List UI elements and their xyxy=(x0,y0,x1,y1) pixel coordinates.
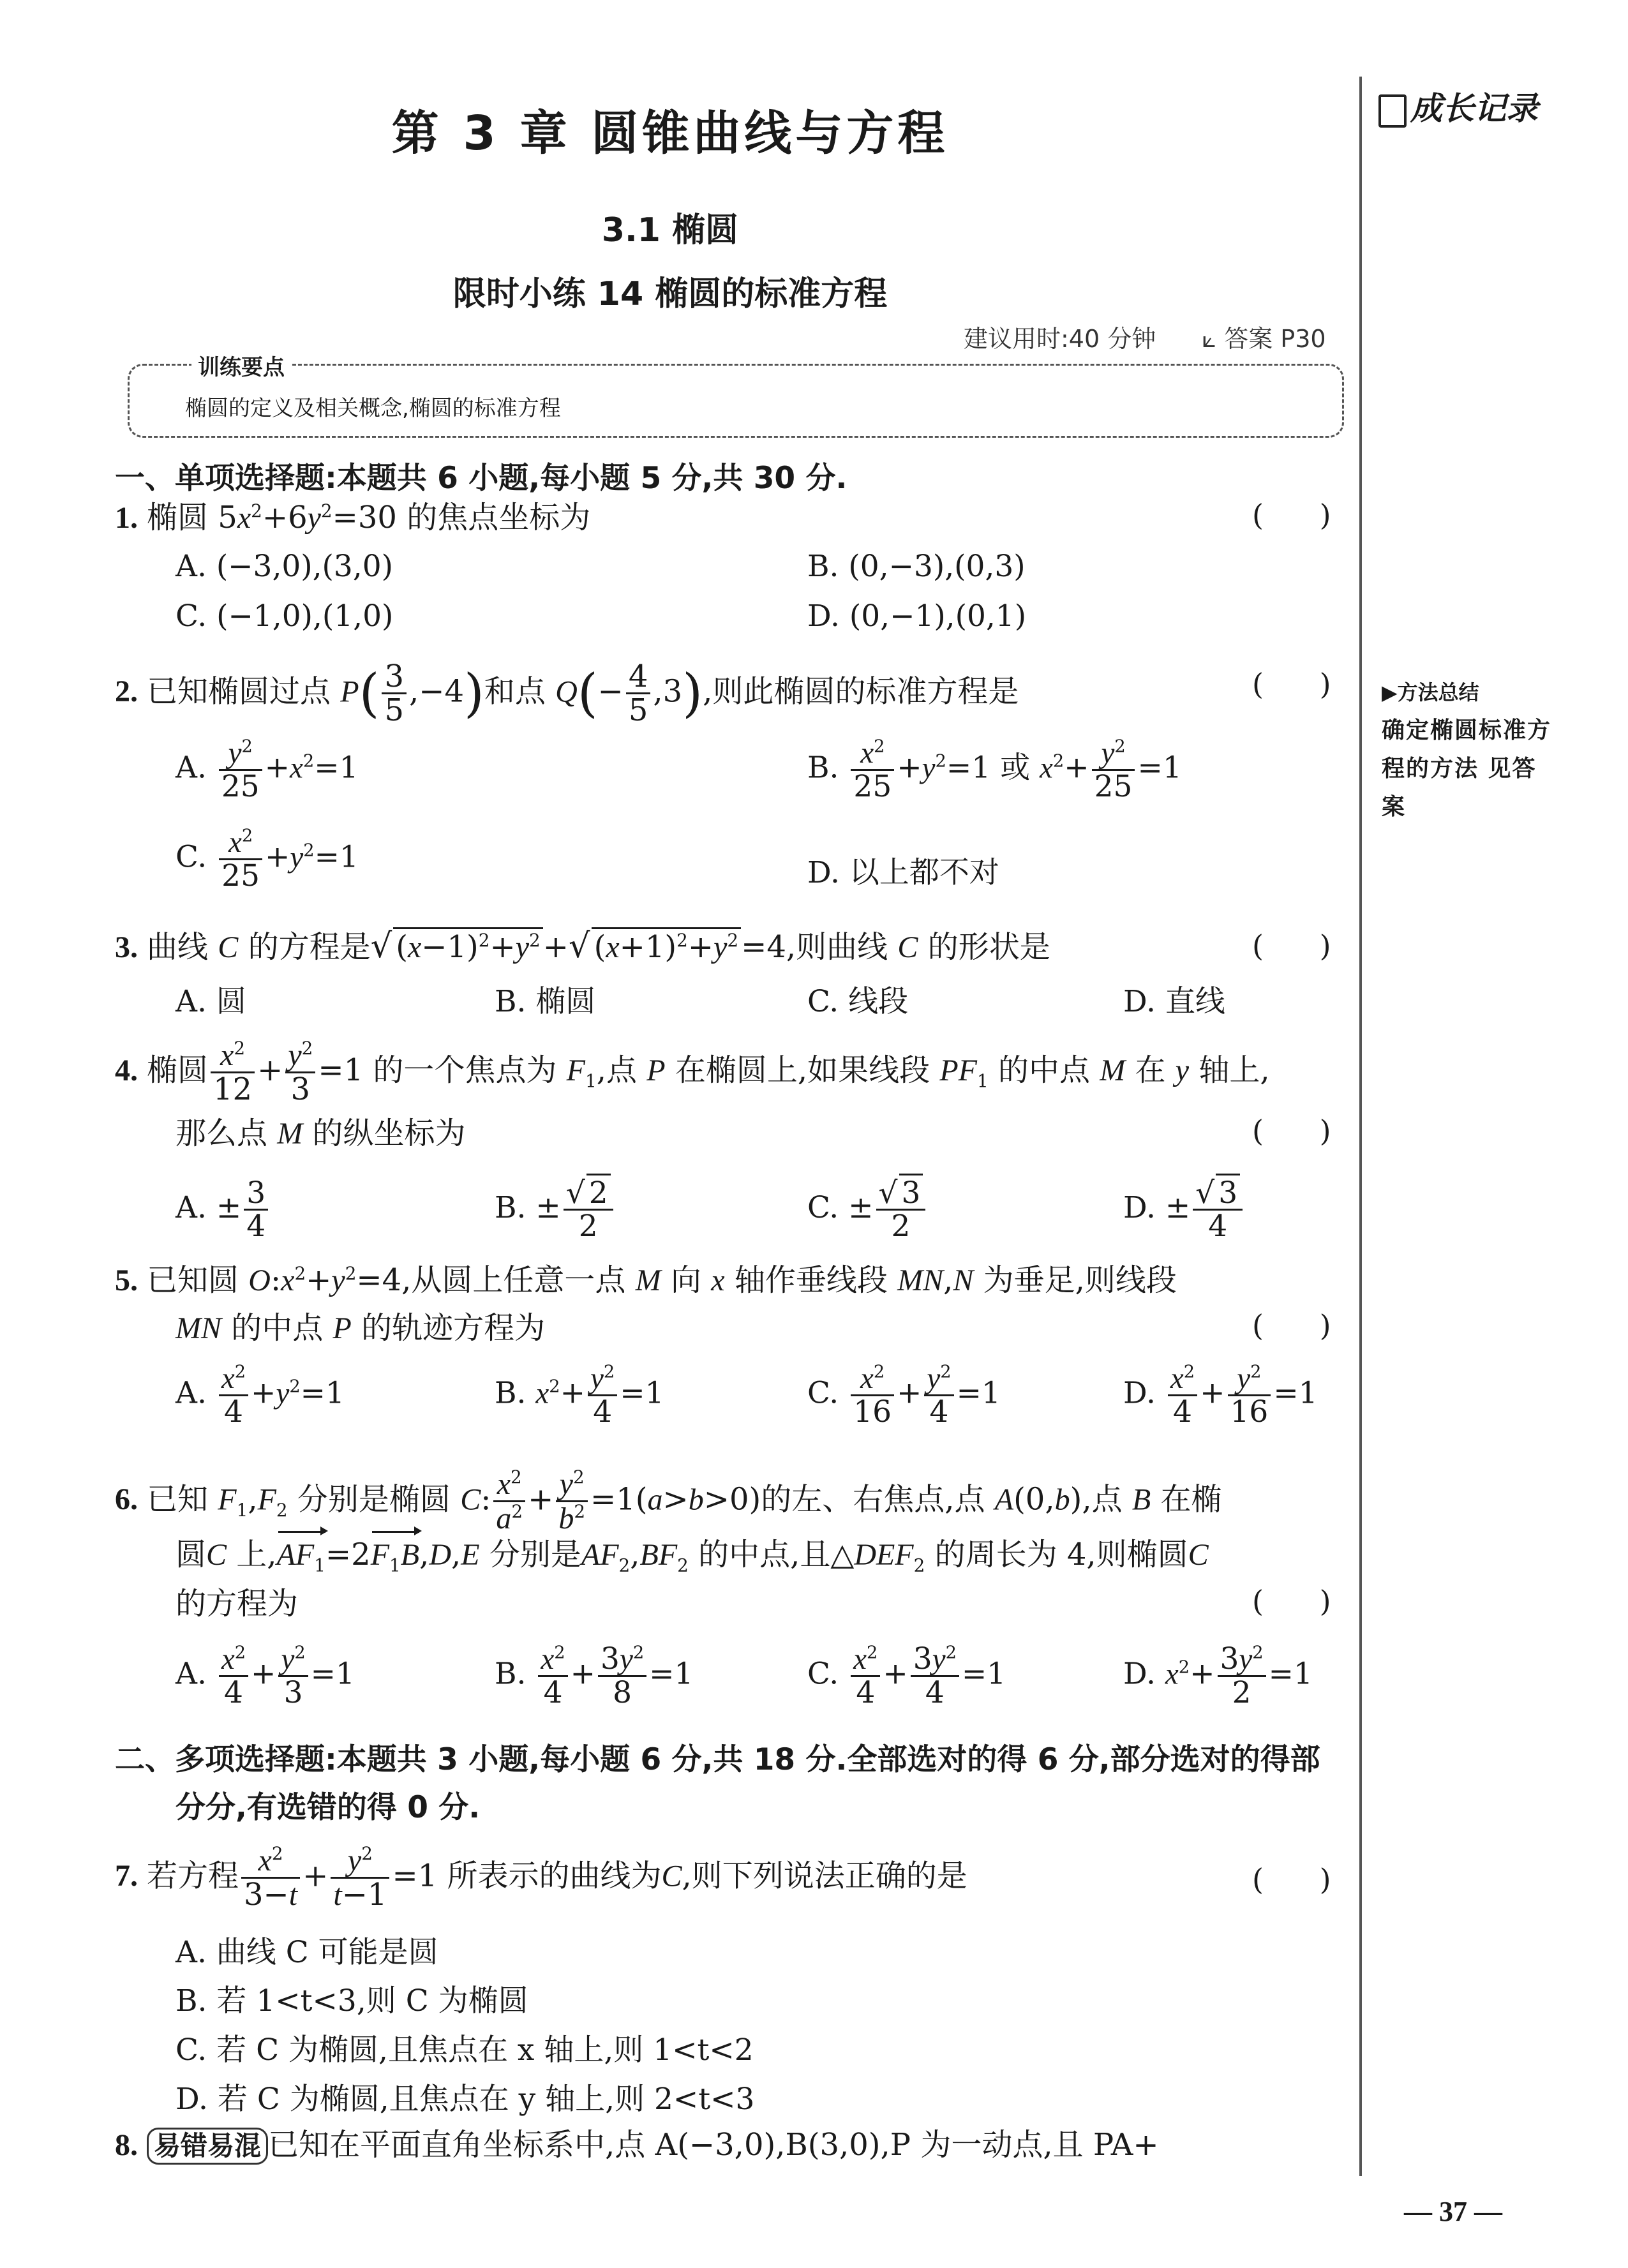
q7-stem-c: ,则下列说法正确的是 xyxy=(682,1858,967,1894)
q3-option-b[interactable]: B. 椭圆 xyxy=(495,984,596,1019)
q4-stem-f: 在 xyxy=(1135,1052,1166,1088)
q6-option-d[interactable]: D. $x^2+$ $\frac{3y^2}{2}$ =1 xyxy=(1123,1641,1313,1711)
answer-ref: 答案 P30 xyxy=(1224,325,1326,353)
error-prone-tag: 易错易混 xyxy=(147,2128,268,2165)
question-8 xyxy=(115,2125,1159,2165)
answer-bracket[interactable]: ( ) xyxy=(1252,929,1331,963)
answer-bracket[interactable]: ( ) xyxy=(1252,667,1331,701)
key-points-text: 椭圆的定义及相关概念,椭圆的标准方程 xyxy=(185,396,561,421)
q4-stem-b: 的一个焦点为 xyxy=(373,1052,557,1088)
q6-line2-b: 上, xyxy=(236,1537,277,1572)
method-summary-line2: 程的方法 见答 xyxy=(1382,756,1537,782)
method-summary-label xyxy=(1382,673,1551,712)
q2-option-b[interactable]: B. $\frac{x^2}{25}$ $+y^2=1$ 或 $x^2+$ $\frac{y^2}{25}$ =1 xyxy=(807,736,1182,805)
time-hint xyxy=(964,319,1326,354)
q5-stem-b: ,从圆上任意一点 xyxy=(401,1262,626,1298)
answer-bracket[interactable]: ( ) xyxy=(1252,1862,1331,1897)
q3-stem-c: ,则曲线 xyxy=(786,929,888,965)
q5-stem-d: 轴作垂线段 xyxy=(734,1262,888,1298)
section-title: 3.1 椭圆 xyxy=(601,211,739,250)
q4-option-a[interactable]: A. ± $\frac{3}{4}$ xyxy=(175,1177,271,1242)
section1-title: 一、单项选择题:本题共 6 小题,每小题 5 分,共 30 分. xyxy=(115,461,848,496)
time-hint-text: 建议用时:40 分钟 xyxy=(964,325,1156,353)
q7-stem: 若方程 xyxy=(147,1858,239,1894)
question-2: 2. 已知椭圆过点 P( $\frac{3}{5}$ ,−4)和点 Q(− $\frac{4}{5}$ ,3),则此椭圆的标准方程是 xyxy=(115,659,1019,729)
q6-line3: 的方程为 xyxy=(175,1586,299,1622)
q1-option-b[interactable]: B. (0,−3),(0,3) xyxy=(807,549,1026,584)
q6-option-b[interactable]: B. $\frac{x^2}{4}$ + $\frac{3y^2}{8}$ =1 xyxy=(495,1641,694,1711)
q4-stem-d: 在椭圆上,如果线段 xyxy=(675,1052,930,1088)
q4-option-c[interactable]: C. ± $\frac{√ 3}{2}$ xyxy=(807,1177,928,1242)
question-number: 1. xyxy=(115,501,138,535)
q2-option-a[interactable]: A. $\frac{y^2}{25}$ $+x^2=1$ xyxy=(175,736,359,805)
question-number: 3. xyxy=(115,930,138,964)
question-7: 7. 若方程 $\frac{x^2}{3-t}$ + $\frac{y^2}{t-1}$ =1 所表示的曲线为C,则下列说法正确的是 xyxy=(115,1843,967,1913)
q7-option-d[interactable]: D. 若 C 为椭圆,且焦点在 y 轴上,则 2<t<3 xyxy=(175,2082,755,2117)
q4-option-b[interactable]: B. ± $\frac{√ 2}{2}$ xyxy=(495,1177,616,1242)
q6-stem-d: ,点 xyxy=(1082,1481,1123,1518)
answer-ref-icon: ⟀ xyxy=(1202,325,1217,353)
q4-stem-e: 的中点 xyxy=(997,1052,1090,1088)
q6-stem-b: 分别是椭圆 xyxy=(297,1481,451,1518)
q3-stem-d: 的形状是 xyxy=(927,929,1050,965)
question-4-line2: 那么点 M 的纵坐标为 xyxy=(175,1115,466,1151)
q2-stem-mid: 和点 xyxy=(484,673,546,710)
q1-stem: 椭圆 5 xyxy=(147,500,237,535)
chapter-title: 第 3 章 圆锥曲线与方程 xyxy=(391,106,949,161)
badge-label: 成长记录 xyxy=(1410,90,1538,127)
q3-stem: 曲线 xyxy=(147,929,209,965)
key-points-title: 训练要点 xyxy=(191,350,291,381)
q7-option-a[interactable]: A. 曲线 C 可能是圆 xyxy=(175,1935,438,1970)
question-6-line2: 圆C 上$,AF_1=2F_1B,D,E$ 分别是$AF_2,BF_2$ 的中点,且$\triangle DEF_2$ 的周长为 4,则椭圆C xyxy=(175,1535,1209,1575)
growth-record-badge xyxy=(1378,83,1538,129)
q1-option-a[interactable]: A. (−3,0),(3,0) xyxy=(175,549,393,584)
method-summary-line3: 案 xyxy=(1382,794,1405,820)
page-number: — 37 — xyxy=(1404,2196,1502,2227)
q1-option-d[interactable]: D. (0,−1),(0,1) xyxy=(807,599,1027,634)
method-summary-line1: 确定椭圆标准方 xyxy=(1382,717,1552,743)
q6-line2-a: 圆 xyxy=(175,1537,207,1572)
q6-line2-e: 的周长为 4,则椭圆 xyxy=(934,1537,1188,1572)
q6-option-c[interactable]: C. $\frac{x^2}{4}$ + $\frac{3y^2}{4}$ =1 xyxy=(807,1641,1006,1711)
q6-line2-c: 分别是 xyxy=(489,1537,581,1572)
q4-line2-a: 那么点 xyxy=(175,1115,268,1151)
q4-stem: 椭圆 xyxy=(147,1052,209,1088)
section2-title: 二、多项选择题:本题共 3 小题,每小题 6 分,共 18 分.全部选对的得 6 分,部分选对的得部 xyxy=(115,1742,1320,1777)
q5-option-a[interactable]: A. $\frac{x^2}{4}$ $+y^2=1$ xyxy=(175,1362,345,1430)
question-number: 6. xyxy=(115,1482,138,1517)
question-3: 3. 曲线 C 的方程是√ $(x-1)^2+y^2+√$ $(x+1)^2+y^2=4$,则曲线 C 的形状是 xyxy=(115,927,1050,966)
q3-option-a[interactable]: A. 圆 xyxy=(175,984,246,1019)
answer-bracket[interactable]: ( ) xyxy=(1252,498,1331,532)
q7-stem-b: 所表示的曲线为 xyxy=(447,1858,662,1894)
q4-option-d[interactable]: D. ± $\frac{√ 3}{4}$ xyxy=(1123,1177,1245,1242)
q5-line2-a: 的中点 xyxy=(231,1310,324,1346)
method-summary-title: 方法总结 xyxy=(1397,680,1479,705)
q4-line2-b: 的纵坐标为 xyxy=(312,1115,466,1151)
q6-stem-e: 在椭 xyxy=(1160,1481,1222,1518)
q6-line2-d: 的中点,且△ xyxy=(698,1537,855,1572)
q4-stem-g: 轴上, xyxy=(1199,1052,1270,1088)
q2-option-c[interactable]: C. $\frac{x^2}{25}$ $+y^2=1$ xyxy=(175,826,359,894)
q5-option-d[interactable]: D. $\frac{x^2}{4}$ + $\frac{y^2}{16}$ =1 xyxy=(1123,1362,1318,1430)
section2-title-cont: 分分,有选错的得 0 分. xyxy=(175,1790,481,1825)
q5-stem-c: 向 xyxy=(670,1262,701,1298)
question-number: 8. xyxy=(115,2128,138,2162)
q3-option-c[interactable]: C. 线段 xyxy=(807,984,909,1019)
question-number: 5. xyxy=(115,1264,138,1297)
q2-stem: 已知椭圆过点 xyxy=(147,673,331,710)
question-4: 4. 椭圆 $\frac{x^2}{12}$ + $\frac{y^2}{3}$ =1 的一个焦点为 $F_1$,点 P 在椭圆上,如果线段 $PF_1$ 的中点 M 在 y 轴上, xyxy=(115,1038,1270,1108)
answer-bracket[interactable]: ( ) xyxy=(1252,1584,1331,1618)
q1-option-c[interactable]: C. (−1,0),(1,0) xyxy=(175,599,394,634)
q3-stem-b: 的方程是 xyxy=(248,929,371,965)
q5-stem: 已知圆 xyxy=(147,1262,239,1298)
q6-stem: 已知 xyxy=(147,1481,209,1518)
page-number-value: 37 xyxy=(1439,2196,1467,2227)
q5-option-b[interactable]: B. $x^2+$ $\frac{y^2}{4}$ =1 xyxy=(495,1362,664,1430)
method-summary xyxy=(1382,673,1551,826)
arrow-icon: ▶ xyxy=(1382,680,1398,705)
question-number: 2. xyxy=(115,675,138,709)
question-number: 7. xyxy=(115,1859,138,1893)
q2-stem-end: ,则此椭圆的标准方程是 xyxy=(703,673,1019,710)
q8-stem: 已知在平面直角坐标系中,点 A(−3,0),B(3,0),P 为一动点,且 PA+ xyxy=(268,2127,1159,2163)
question-6-line3 xyxy=(175,1584,298,1623)
q2-option-d[interactable]: D. 以上都不对 xyxy=(807,855,999,890)
lesson-title: 限时小练 14 椭圆的标准方程 xyxy=(452,275,888,313)
question-5: 5. 已知圆 $O:x^2+y^2=4$,从圆上任意一点 M 向 x 轴作垂线段 MN,N 为垂足,则线段 xyxy=(115,1262,1177,1298)
q5-stem-e: 为垂足,则线段 xyxy=(983,1262,1177,1298)
column-divider xyxy=(1359,77,1362,2176)
notebook-icon xyxy=(1378,94,1407,128)
q3-option-d[interactable]: D. 直线 xyxy=(1123,984,1225,1019)
q6-stem-c: 的左、右焦点,点 xyxy=(761,1481,985,1518)
q7-option-b[interactable]: B. 若 1<t<3,则 C 为椭圆 xyxy=(175,1983,528,2018)
question-1: 1. 椭圆 $5x^2+6y^2=30$ 的焦点坐标为 xyxy=(115,500,591,535)
q2-or: 或 xyxy=(1000,750,1031,786)
answer-bracket[interactable]: ( ) xyxy=(1252,1308,1331,1343)
q5-line2-b: 的轨迹方程为 xyxy=(361,1310,546,1346)
q1-stem-end: 的焦点坐标为 xyxy=(407,500,591,535)
answer-bracket[interactable]: ( ) xyxy=(1252,1114,1331,1148)
q7-option-c[interactable]: C. 若 C 为椭圆,且焦点在 x 轴上,则 1<t<2 xyxy=(175,2033,754,2068)
q6-option-a[interactable]: A. $\frac{x^2}{4}$ + $\frac{y^2}{3}$ =1 xyxy=(175,1643,355,1711)
question-number: 4. xyxy=(115,1053,138,1087)
q5-option-c[interactable]: C. $\frac{x^2}{16}$ + $\frac{y^2}{4}$ =1 xyxy=(807,1362,1001,1430)
q4-stem-c: ,点 xyxy=(596,1052,637,1088)
question-5-line2: MN 的中点 P 的轨迹方程为 xyxy=(175,1310,546,1346)
question-6: 6. 已知 $F_1,F_2$ 分别是椭圆 C: $\frac{x^2}{a^2}$ + $\frac{y^2}{b^2}$ =1(a>b>0)的左、右焦点,点 A(0,b),点 B 在椭 xyxy=(115,1466,1222,1536)
